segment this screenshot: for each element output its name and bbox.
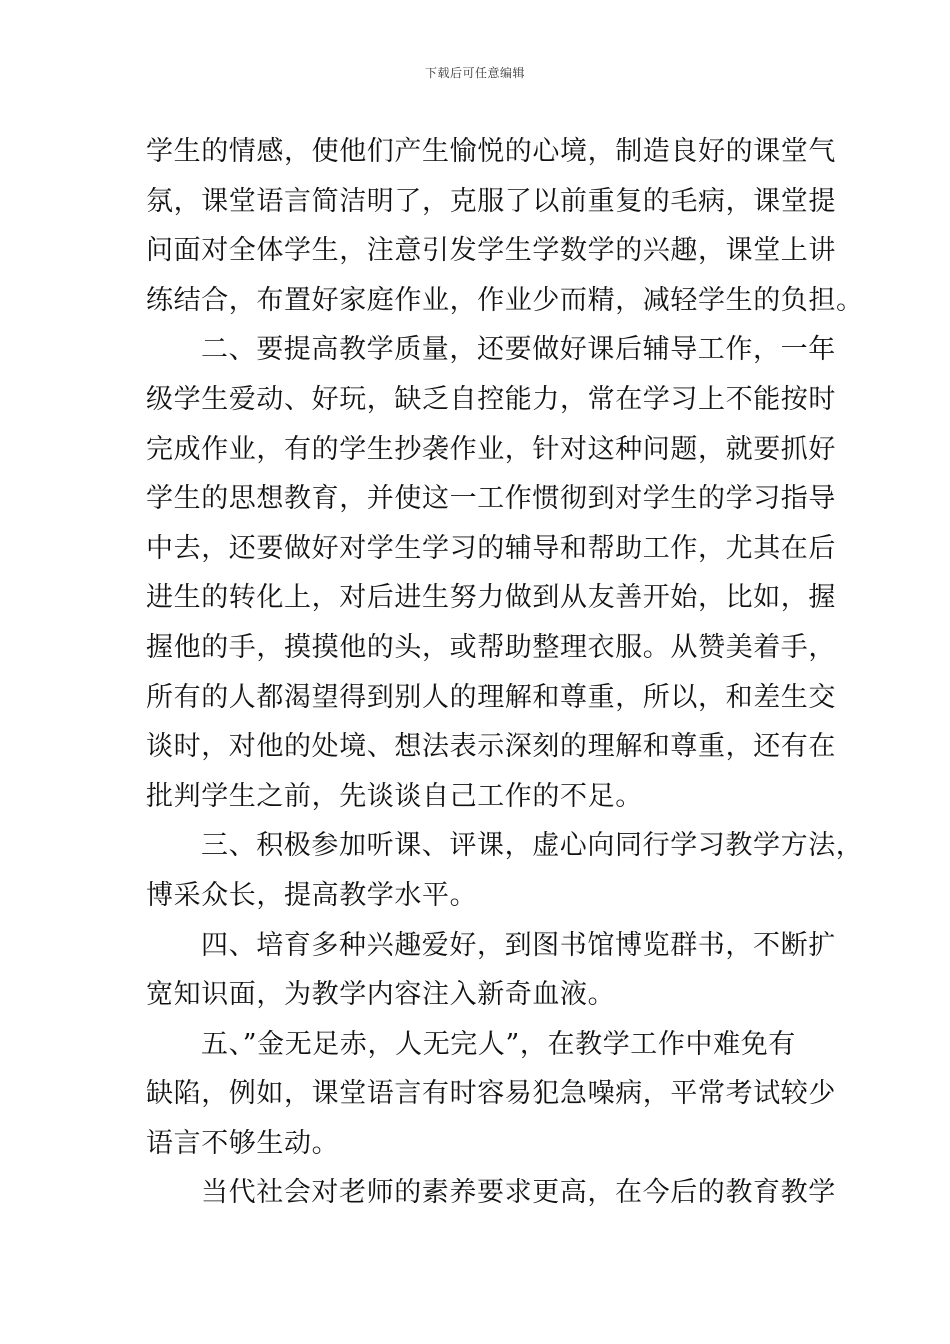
text-line: 握他的手，摸摸他的头，或帮助整理衣服。从赞美着手，: [146, 631, 836, 663]
text-line: 所有的人都渴望得到别人的理解和尊重，所以，和差生交: [146, 681, 836, 713]
text-line: 学生的情感，使他们产生愉悦的心境，制造良好的课堂气: [146, 136, 836, 167]
text-line: 二、要提高教学质量，还要做好课后辅导工作，一年: [201, 334, 836, 366]
text-line: 宽知识面，为教学内容注入新奇血液。: [146, 979, 616, 1011]
text-line: 缺陷，例如，课堂语言有时容易犯急噪病，平常考试较少: [146, 1078, 836, 1110]
text-line: 语言不够生动。: [146, 1127, 340, 1159]
text-line: 批判学生之前，先谈谈自己工作的不足。: [146, 780, 643, 812]
text-line: 中去，还要做好对学生学习的辅导和帮助工作，尤其在后: [146, 532, 836, 564]
page-header: 下载后可任意编辑: [424, 66, 525, 80]
text-line: 谈时，对他的处境、想法表示深刻的理解和尊重，还有在: [146, 731, 836, 763]
text-line: 问面对全体学生，注意引发学生学数学的兴趣，课堂上讲: [146, 235, 836, 267]
text-line: 练结合，布置好家庭作业，作业少而精，减轻学生的负担。: [146, 284, 864, 316]
document-body: [146, 127, 864, 1218]
text-line: 三、积极参加听课、评课，虚心向同行学习教学方法，: [201, 830, 864, 862]
text-line: 博采众长，提高教学水平。: [146, 879, 478, 911]
text-line: 五、”金无足赤，人无完人”，在教学工作中难免有: [201, 1028, 796, 1060]
text-line: 学生的思想教育，并使这一工作惯彻到对学生的学习指导: [146, 483, 836, 515]
text-line: 完成作业，有的学生抄袭作业，针对这种问题，就要抓好: [146, 433, 836, 465]
text-line: 氛，课堂语言简洁明了，克服了以前重复的毛病，课堂提: [146, 185, 836, 217]
text-line: 进生的转化上，对后进生努力做到从友善开始，比如，握: [146, 582, 836, 614]
text-line: 级学生爱动、好玩，缺乏自控能力，常在学习上不能按时: [146, 383, 836, 415]
text-line: 四、培育多种兴趣爱好，到图书馆博览群书，不断扩: [201, 929, 836, 961]
text-line: 当代社会对老师的素养要求更高，在今后的教育教学: [201, 1177, 836, 1209]
